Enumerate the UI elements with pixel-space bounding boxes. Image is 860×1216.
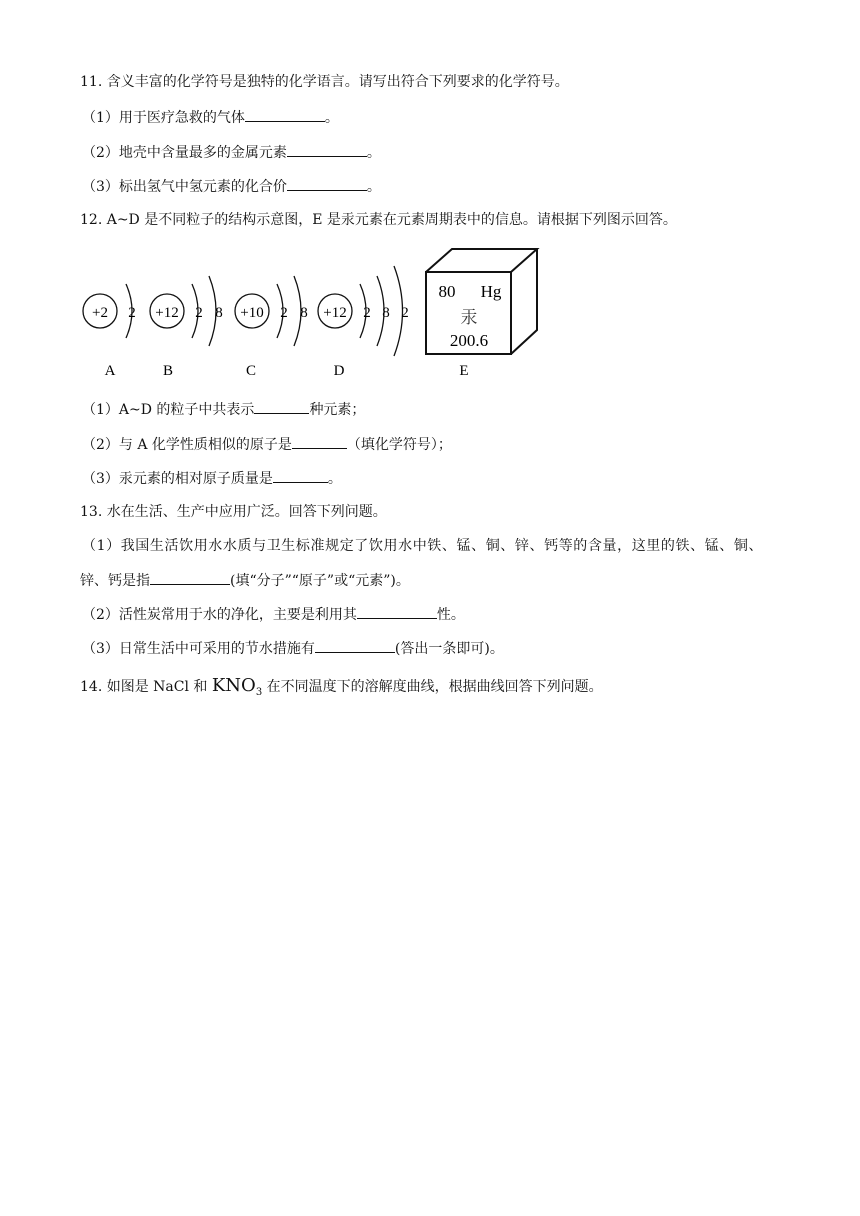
q13-part2: （2）活性炭常用于水的净化，主要是利用其 性。 bbox=[82, 604, 465, 625]
answer-blank[interactable] bbox=[357, 604, 437, 619]
atom-diagram-d bbox=[318, 266, 409, 379]
atom-structure-figure bbox=[78, 244, 558, 384]
q14-stem: 14. 如图是 NaCl 和 $KNO_3$ 在不同温度下的溶解度曲线，根据曲线回答下列问题。 bbox=[80, 675, 603, 698]
shell-electrons: 2 bbox=[280, 305, 288, 321]
answer-blank[interactable] bbox=[150, 570, 230, 585]
q12-part1: （1）A~D 的粒子中共表示 种元素； bbox=[82, 399, 365, 420]
element-symbol: Hg bbox=[480, 282, 502, 301]
label-e: E bbox=[459, 363, 469, 379]
q12-part2: （2）与 A 化学性质相似的原子是 （填化学符号）； bbox=[82, 434, 452, 455]
q11-part1: （1）用于医疗急救的气体 。 bbox=[82, 107, 339, 128]
atom-diagram-c bbox=[235, 276, 308, 379]
nucleus-charge: +12 bbox=[155, 305, 179, 321]
q11-part2: （2）地壳中含量最多的金属元素 。 bbox=[82, 142, 381, 163]
element-name: 汞 bbox=[460, 308, 478, 327]
q13-stem: 13. 水在生活、生产中应用广泛。回答下列问题。 bbox=[80, 504, 387, 520]
answer-blank[interactable] bbox=[245, 107, 325, 122]
shell-electrons: 2 bbox=[363, 305, 371, 321]
atomic-mass: 200.6 bbox=[449, 331, 489, 350]
q13-part1-line2: 锌、钙是指 (填“分子”“原子”或“元素”)。 bbox=[80, 570, 410, 591]
atomic-number: 80 bbox=[438, 282, 456, 301]
shell-electrons: 8 bbox=[382, 305, 390, 321]
shell-electrons: 2 bbox=[401, 305, 409, 321]
label-d: D bbox=[333, 363, 345, 379]
atom-diagram-a bbox=[83, 284, 136, 379]
answer-blank[interactable] bbox=[254, 399, 309, 414]
q12-part3: （3）汞元素的相对原子质量是 。 bbox=[82, 468, 342, 489]
nucleus-charge: +12 bbox=[323, 305, 347, 321]
q12-stem: 12. A~D 是不同粒子的结构示意图，E 是汞元素在元素周期表中的信息。请根据下列图示回答。 bbox=[80, 212, 677, 228]
q11-part3: （3）标出氢气中氢元素的化合价 。 bbox=[82, 176, 381, 197]
q13-part3: （3）日常生活中可采用的节水措施有 (答出一条即可)。 bbox=[82, 638, 504, 659]
q13-part1-line1: （1）我国生活饮用水水质与卫生标准规定了饮用水中铁、锰、铜、锌、钙等的含量，这里的铁、锰、铜、 bbox=[82, 538, 764, 554]
label-b: B bbox=[162, 363, 174, 379]
shell-electrons: 2 bbox=[128, 305, 136, 321]
label-a: A bbox=[104, 363, 116, 379]
shell-electrons: 8 bbox=[300, 305, 308, 321]
q11-stem: 11. 含义丰富的化学符号是独特的化学语言。请写出符合下列要求的化学符号。 bbox=[80, 74, 569, 90]
element-cell-e bbox=[426, 249, 537, 379]
answer-blank[interactable] bbox=[287, 142, 367, 157]
nucleus-charge: +2 bbox=[92, 305, 108, 321]
answer-blank[interactable] bbox=[315, 638, 395, 653]
answer-blank[interactable] bbox=[292, 434, 347, 449]
answer-blank[interactable] bbox=[273, 468, 328, 483]
shell-electrons: 2 bbox=[195, 305, 203, 321]
shell-electrons: 8 bbox=[215, 305, 223, 321]
atom-diagram-b bbox=[150, 276, 223, 379]
kno3-formula: KNO bbox=[211, 675, 256, 696]
nucleus-charge: +10 bbox=[240, 305, 264, 321]
label-c: C bbox=[245, 363, 257, 379]
answer-blank[interactable] bbox=[287, 176, 367, 191]
